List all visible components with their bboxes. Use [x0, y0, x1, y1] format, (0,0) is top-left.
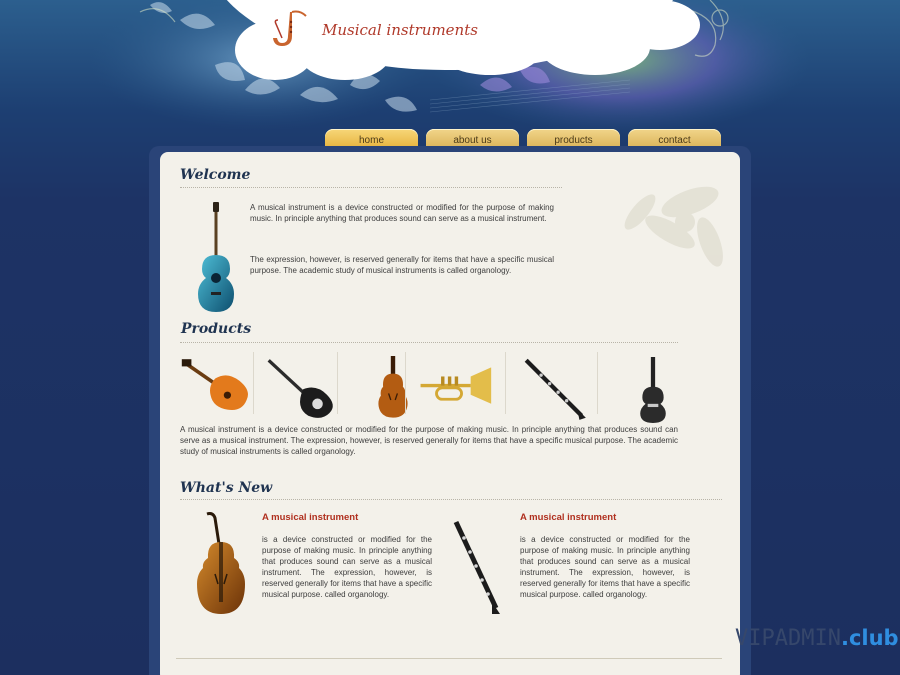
clarinet-icon — [450, 518, 502, 616]
divider — [180, 187, 562, 188]
news-item-2-heading[interactable]: A musical instrument — [520, 512, 617, 523]
cloud-bump — [620, 0, 700, 50]
whats-new-heading: What's New — [180, 480, 273, 496]
divider — [597, 352, 598, 414]
acoustic-guitar-icon — [193, 200, 239, 315]
footer-divider — [176, 658, 722, 675]
divider — [405, 352, 406, 414]
divider — [337, 352, 338, 414]
clarinet-icon[interactable] — [515, 356, 597, 422]
divider — [253, 352, 254, 414]
watermark-brand: VIPADMIN — [735, 626, 841, 651]
welcome-paragraph-2: The expression, however, is reserved generally for items that have a specific musical purpose. The academic study of musical instruments is called organology. — [250, 255, 554, 275]
welcome-heading: Welcome — [180, 167, 251, 183]
site-logo[interactable] — [268, 10, 478, 50]
welcome-paragraph-1: A musical instrument is a device constructed or modified for the purpose of making music. In principle anything that produces sound can serve as a musical instrument. — [250, 203, 554, 223]
decorative-flower-icon — [580, 152, 740, 302]
double-bass-icon — [195, 512, 247, 620]
divider — [180, 342, 678, 343]
divider — [505, 352, 506, 414]
products-description: A musical instrument is a device constructed or modified for the purpose of making music. In principle anything that produces sound can serve as a musical instrument. The expression, however, is reserved generally for items that have a specific musical purpose. The academic study of musical instruments is called organology. — [180, 425, 678, 456]
tab-contact[interactable]: contact — [628, 129, 721, 153]
watermark-suffix: .club — [840, 626, 899, 650]
news-item-1-heading[interactable]: A musical instrument — [262, 512, 359, 523]
trumpet-icon[interactable] — [416, 356, 498, 422]
header-banner — [0, 0, 900, 150]
tab-home[interactable]: home — [325, 129, 418, 153]
tab-products[interactable]: products — [527, 129, 620, 153]
news-item-1-text: is a device constructed or modified for the purpose of making music. In principle anything that produces sound can serve as a musical instrument. The expression, however, is reserved generally for items that have a specific musical purpose. called organology. — [262, 535, 432, 599]
divider — [180, 499, 722, 500]
watermark — [735, 626, 899, 651]
products-heading: Products — [181, 321, 252, 337]
news-item-2-text: is a device constructed or modified for the purpose of making music. In principle anything that produces sound can serve as a musical instrument. The expression, however, is reserved generally for items that have a specific musical purpose. called organology. — [520, 535, 690, 599]
bass-guitar-icon[interactable] — [262, 355, 344, 421]
tab-about-us[interactable]: about us — [426, 129, 519, 153]
site-title: Musical instruments — [322, 21, 478, 39]
saxophone-logo-icon — [268, 10, 314, 50]
electric-guitar-icon[interactable] — [178, 352, 260, 418]
guitar-icon[interactable] — [612, 357, 694, 423]
